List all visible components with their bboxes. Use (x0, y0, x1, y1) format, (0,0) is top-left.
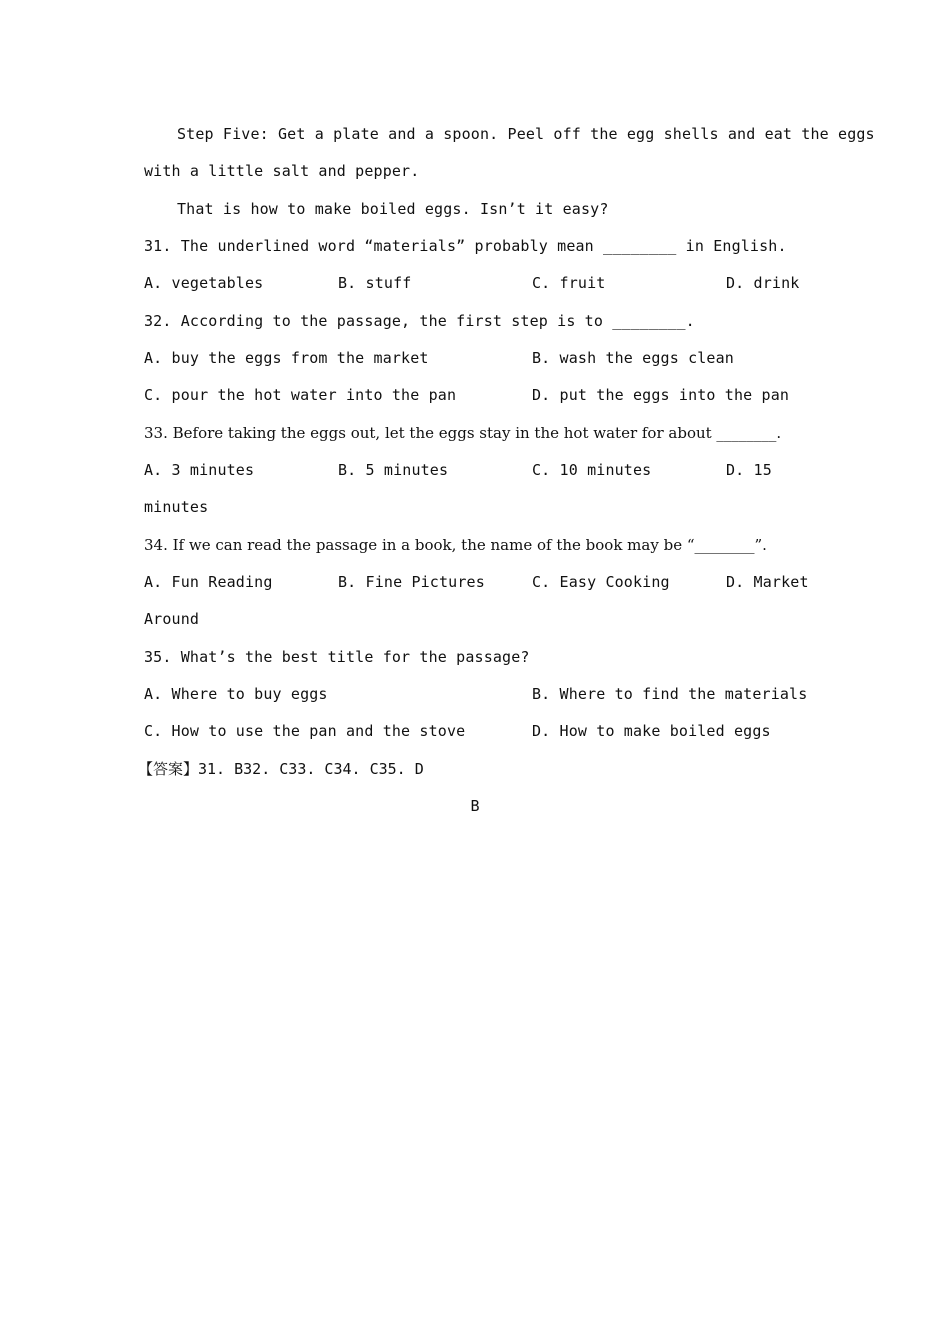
passage-closing: That is how to make boiled eggs. Isn’t it easy? (177, 200, 609, 218)
answer-key: 【答案】31. B32. C33. C34. C35. D (138, 760, 424, 778)
question-32-option-b: B. wash the eggs clean (532, 349, 734, 367)
question-34-option-d: D. Market (726, 573, 809, 591)
question-34-stem: 34. If we can read the passage in a book, the name of the book may be “________”. (144, 536, 767, 554)
question-33-option-a: A. 3 minutes (144, 461, 255, 479)
question-31-option-a: A. vegetables (144, 274, 264, 292)
passage-step-five-line1: Step Five: Get a plate and a spoon. Peel off the egg shells and eat the eggs (177, 125, 875, 143)
question-31-option-c: C. fruit (532, 274, 606, 292)
question-34-option-d-wrap: Around (144, 610, 200, 628)
next-section-label: B (470, 797, 480, 815)
question-34-option-c: C. Easy Cooking (532, 573, 670, 591)
question-31-option-b: B. stuff (338, 274, 412, 292)
question-32-option-c: C. pour the hot water into the pan (144, 386, 457, 404)
question-35-stem: 35. What’s the best title for the passage? (144, 648, 530, 666)
question-32-option-a: A. buy the eggs from the market (144, 349, 429, 367)
question-34-option-b: B. Fine Pictures (338, 573, 485, 591)
question-33-option-c: C. 10 minutes (532, 461, 652, 479)
question-31-option-d: D. drink (726, 274, 800, 292)
question-35-option-c: C. How to use the pan and the stove (144, 722, 466, 740)
question-35-option-b: B. Where to find the materials (532, 685, 808, 703)
question-33-stem: 33. Before taking the eggs out, let the eggs stay in the hot water for about ________. (144, 424, 782, 442)
question-33-option-d-wrap: minutes (144, 498, 209, 516)
question-35-option-a: A. Where to buy eggs (144, 685, 328, 703)
question-33-option-d: D. 15 (726, 461, 772, 479)
question-32-option-d: D. put the eggs into the pan (532, 386, 790, 404)
passage-step-five-line2: with a little salt and pepper. (144, 162, 420, 180)
question-32-stem: 32. According to the passage, the first step is to ________. (144, 312, 695, 330)
question-35-option-d: D. How to make boiled eggs (532, 722, 771, 740)
question-33-option-b: B. 5 minutes (338, 461, 449, 479)
question-34-option-a: A. Fun Reading (144, 573, 273, 591)
question-31-stem: 31. The underlined word “materials” probably mean ________ in English. (144, 237, 787, 255)
